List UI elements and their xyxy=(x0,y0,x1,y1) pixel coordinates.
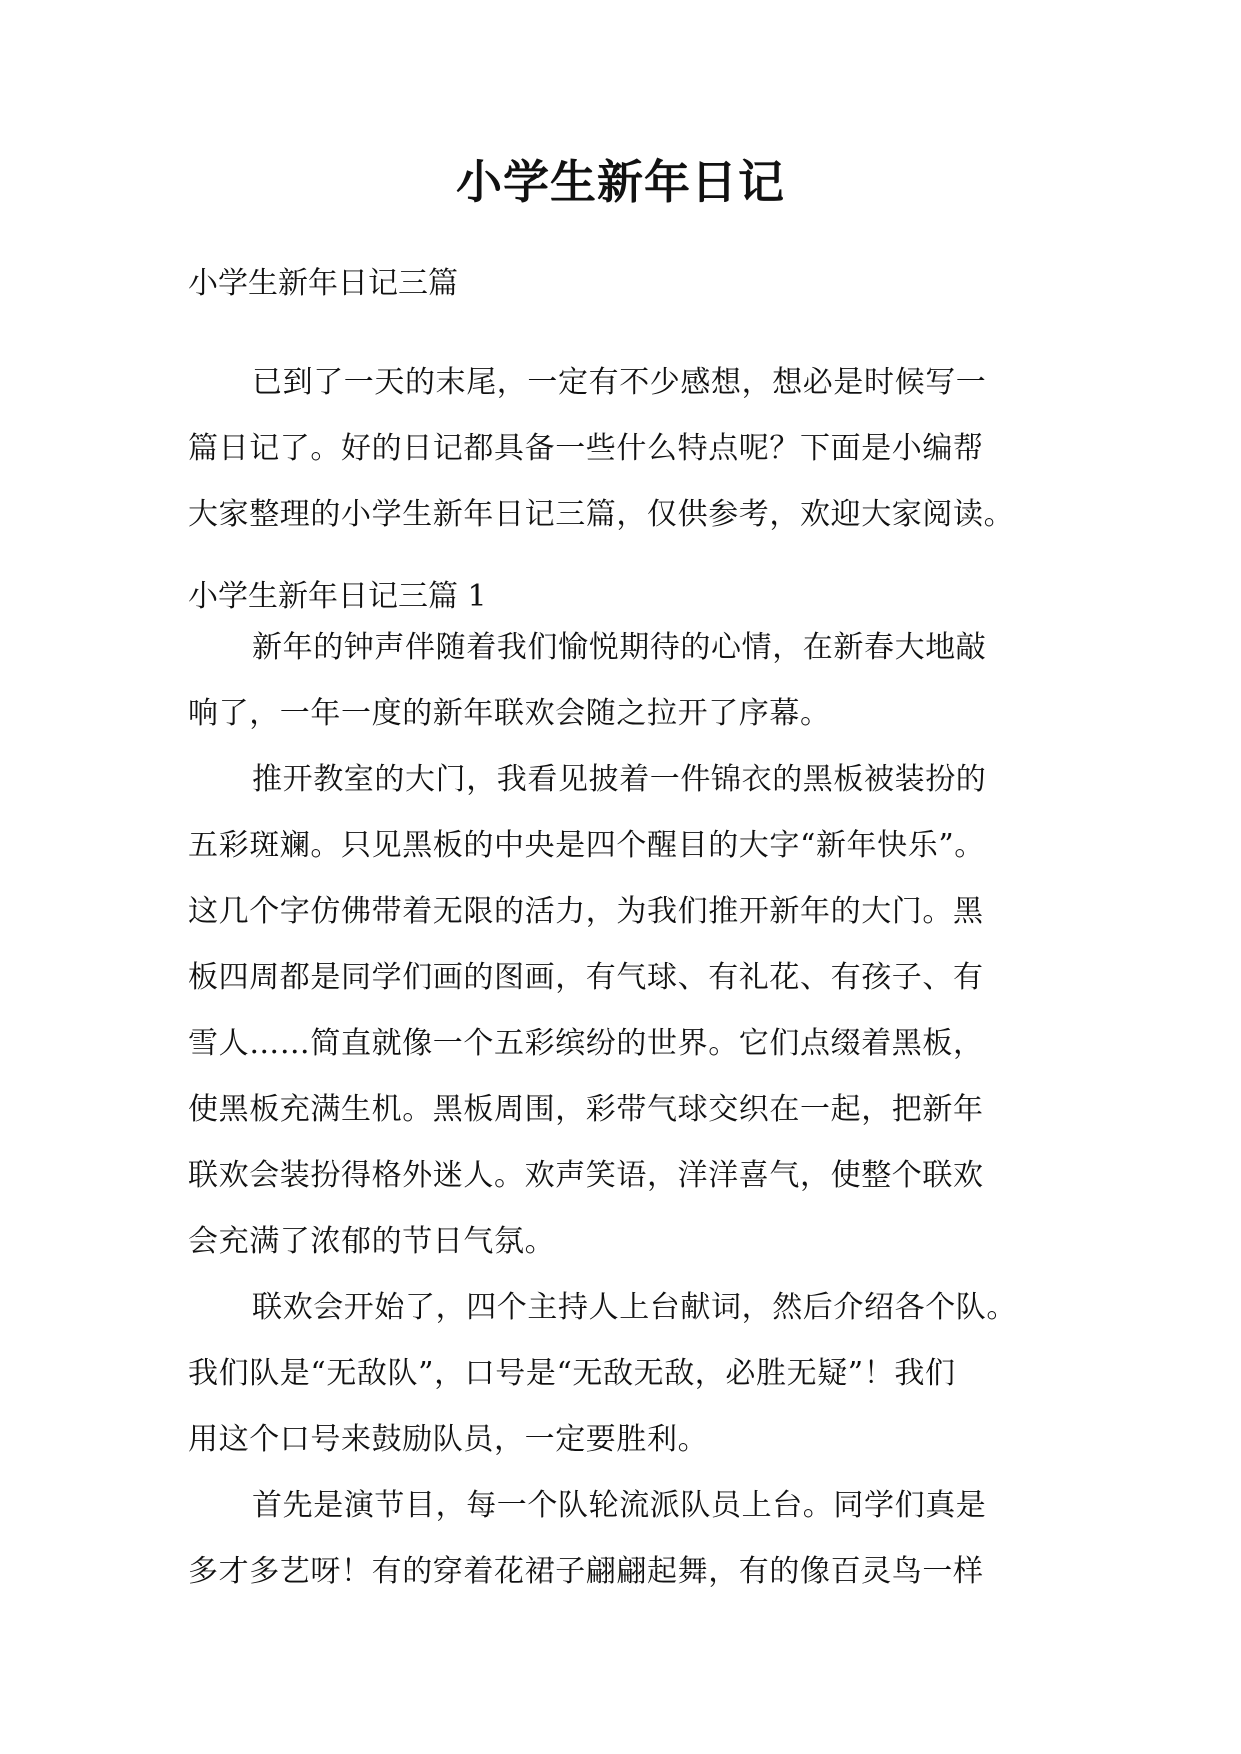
body-paragraph-1 xyxy=(188,615,1058,747)
paragraph-line: 多才多艺呀！有的穿着花裙子翩翩起舞，有的像百灵鸟一样 xyxy=(188,1554,984,1589)
section-heading: 小学生新年日记三篇 1 xyxy=(188,579,487,614)
paragraph-line: 雪人……简直就像一个五彩缤纷的世界。它们点缀着黑板， xyxy=(188,1026,984,1061)
paragraph-line: 会充满了浓郁的节日气氛。 xyxy=(188,1224,556,1259)
body-paragraph-3 xyxy=(188,1275,1058,1473)
document-title: 小学生新年日记 xyxy=(456,155,785,209)
paragraph-line: 篇日记了。好的日记都具备一些什么特点呢？下面是小编帮 xyxy=(188,431,984,466)
paragraph-line: 已到了一天的末尾，一定有不少感想，想必是时候写一 xyxy=(252,365,987,400)
paragraph-line: 联欢会装扮得格外迷人。欢声笑语，洋洋喜气，使整个联欢 xyxy=(188,1158,984,1193)
paragraph-line: 这几个字仿佛带着无限的活力，为我们推开新年的大门。黑 xyxy=(188,894,984,929)
paragraph-line: 大家整理的小学生新年日记三篇，仅供参考，欢迎大家阅读。 xyxy=(188,497,1015,532)
body-paragraph-2 xyxy=(188,747,1058,1275)
paragraph-line: 用这个口号来鼓励队员，一定要胜利。 xyxy=(188,1422,709,1457)
paragraph-line: 首先是演节目，每一个队轮流派队员上台。同学们真是 xyxy=(252,1488,987,1523)
intro-paragraph xyxy=(188,350,1058,548)
body-paragraph-4 xyxy=(188,1473,1058,1605)
paragraph-line: 五彩斑斓。只见黑板的中央是四个醒目的大字“新年快乐”。 xyxy=(188,828,985,863)
paragraph-line: 我们队是“无敌队”，口号是“无敌无敌，必胜无疑”！我们 xyxy=(188,1356,956,1391)
paragraph-line: 板四周都是同学们画的图画，有气球、有礼花、有孩子、有 xyxy=(188,960,984,995)
paragraph-line: 响了，一年一度的新年联欢会随之拉开了序幕。 xyxy=(188,696,831,731)
document-subtitle: 小学生新年日记三篇 xyxy=(188,266,458,301)
paragraph-line: 使黑板充满生机。黑板周围，彩带气球交织在一起，把新年 xyxy=(188,1092,984,1127)
paragraph-line: 联欢会开始了，四个主持人上台献词，然后介绍各个队。 xyxy=(252,1290,1017,1325)
paragraph-line: 推开教室的大门，我看见披着一件锦衣的黑板被装扮的 xyxy=(252,762,987,797)
paragraph-line: 新年的钟声伴随着我们愉悦期待的心情，在新春大地敲 xyxy=(252,630,987,665)
